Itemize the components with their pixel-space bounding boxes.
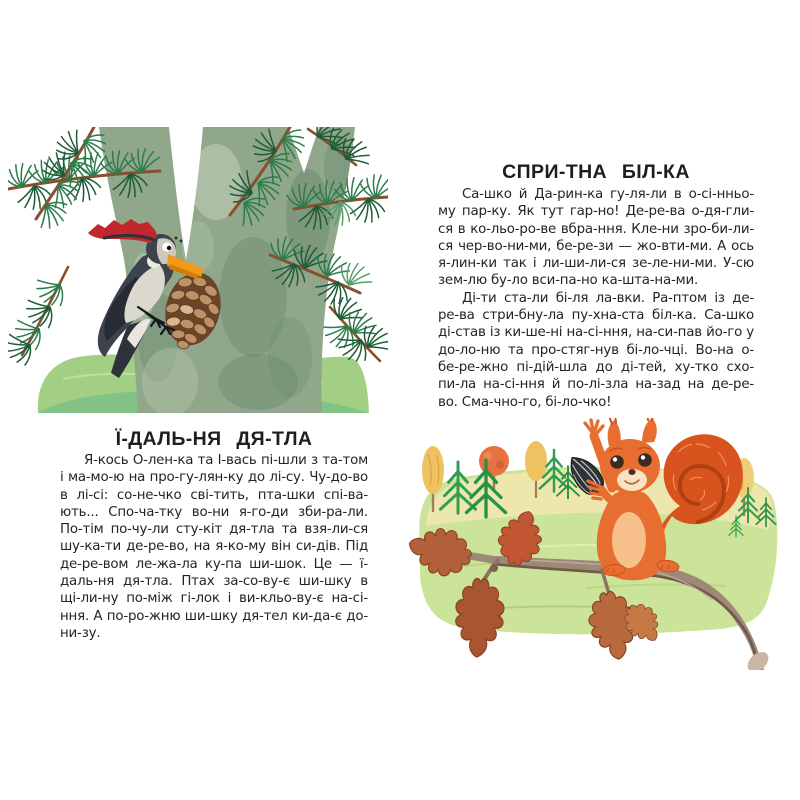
paragraph: Я-кось О-лен-ка та І-вась пі-шли з та-том і ма-мо-ю на про-гу-лян-ку до лі-су. Чу-до-во в лі-сі: со-не-чко сві-тить, пта-шки спі-ва-ють... Спо-ча-тку во-ни я-го-ди зби-ра-ли. По-тім по-чу-ли сту-кіт дя-тла та взя-ли-ся шу-ка-ти де-ре-во, на я-ко-му він си-дів. Під де-ре-вом ле-жа-ла ку-па ши-шок. Це — ї-даль-ня дя-тла. Птах за-со-ву-є ши-шку в щі-ли-ну по-між гі-лок і ви-кльо-ву-є на-сі-ння. А по-ро-жню ши-шку дя-тел ки-да-є до-ни-зу. <box>60 453 368 641</box>
squirrel-eye <box>610 455 624 469</box>
squirrel-illustration <box>406 418 790 670</box>
paragraph: Ді-ти ста-ли бі-ля ла-вки. Ра-птом із де-ре-ва стри-бну-ла пу-хна-ста біл-ка. Са-шко ді-став із ки-ше-ні на-сі-ння, на-си-пав йо-го у до-ло-ню та про-стяг-нув бі-ло-чці. Во-на о-бе-ре-жно пі-дій-шла до ді-тей, ху-тко схо-пи-ла на-сі-ння й по-лі-зла на-зад на де-ре-во. Сма-чно-го, бі-ло-чко! <box>438 290 754 410</box>
squirrel-paw <box>585 420 603 433</box>
squirrel-ear <box>642 418 657 443</box>
squirrel-nose <box>628 469 635 475</box>
story-text-squirrel <box>438 186 754 411</box>
squirrel-head <box>600 418 660 493</box>
story-title-woodpecker: Ї-ДАЛЬ-НЯ ДЯ-ТЛА <box>115 428 313 450</box>
squirrel-belly <box>612 512 646 568</box>
woodpecker-illustration <box>8 127 388 413</box>
story-text-woodpecker <box>60 452 368 642</box>
squirrel-eye <box>638 453 652 467</box>
paragraph: Са-шко й Да-рин-ка гу-ля-ли в о-сі-нньо-му пар-ку. Як тут гар-но! Де-ре-ва о-дя-гли-ся в ко-льо-ро-ве вбра-ння. Кле-ни зро-би-ли-ся чер-во-ни-ми, бе-ре-зи — жо-вти-ми. А ось я-лин-ки так і ли-ши-ли-ся зе-ле-ни-ми. У-сю зем-лю бу-ло вси-па-но ка-шта-на-ми. <box>438 187 754 289</box>
squirrel-ear <box>608 420 621 446</box>
story-title-squirrel: СПРИ-ТНА БІЛ-КА <box>502 161 690 183</box>
